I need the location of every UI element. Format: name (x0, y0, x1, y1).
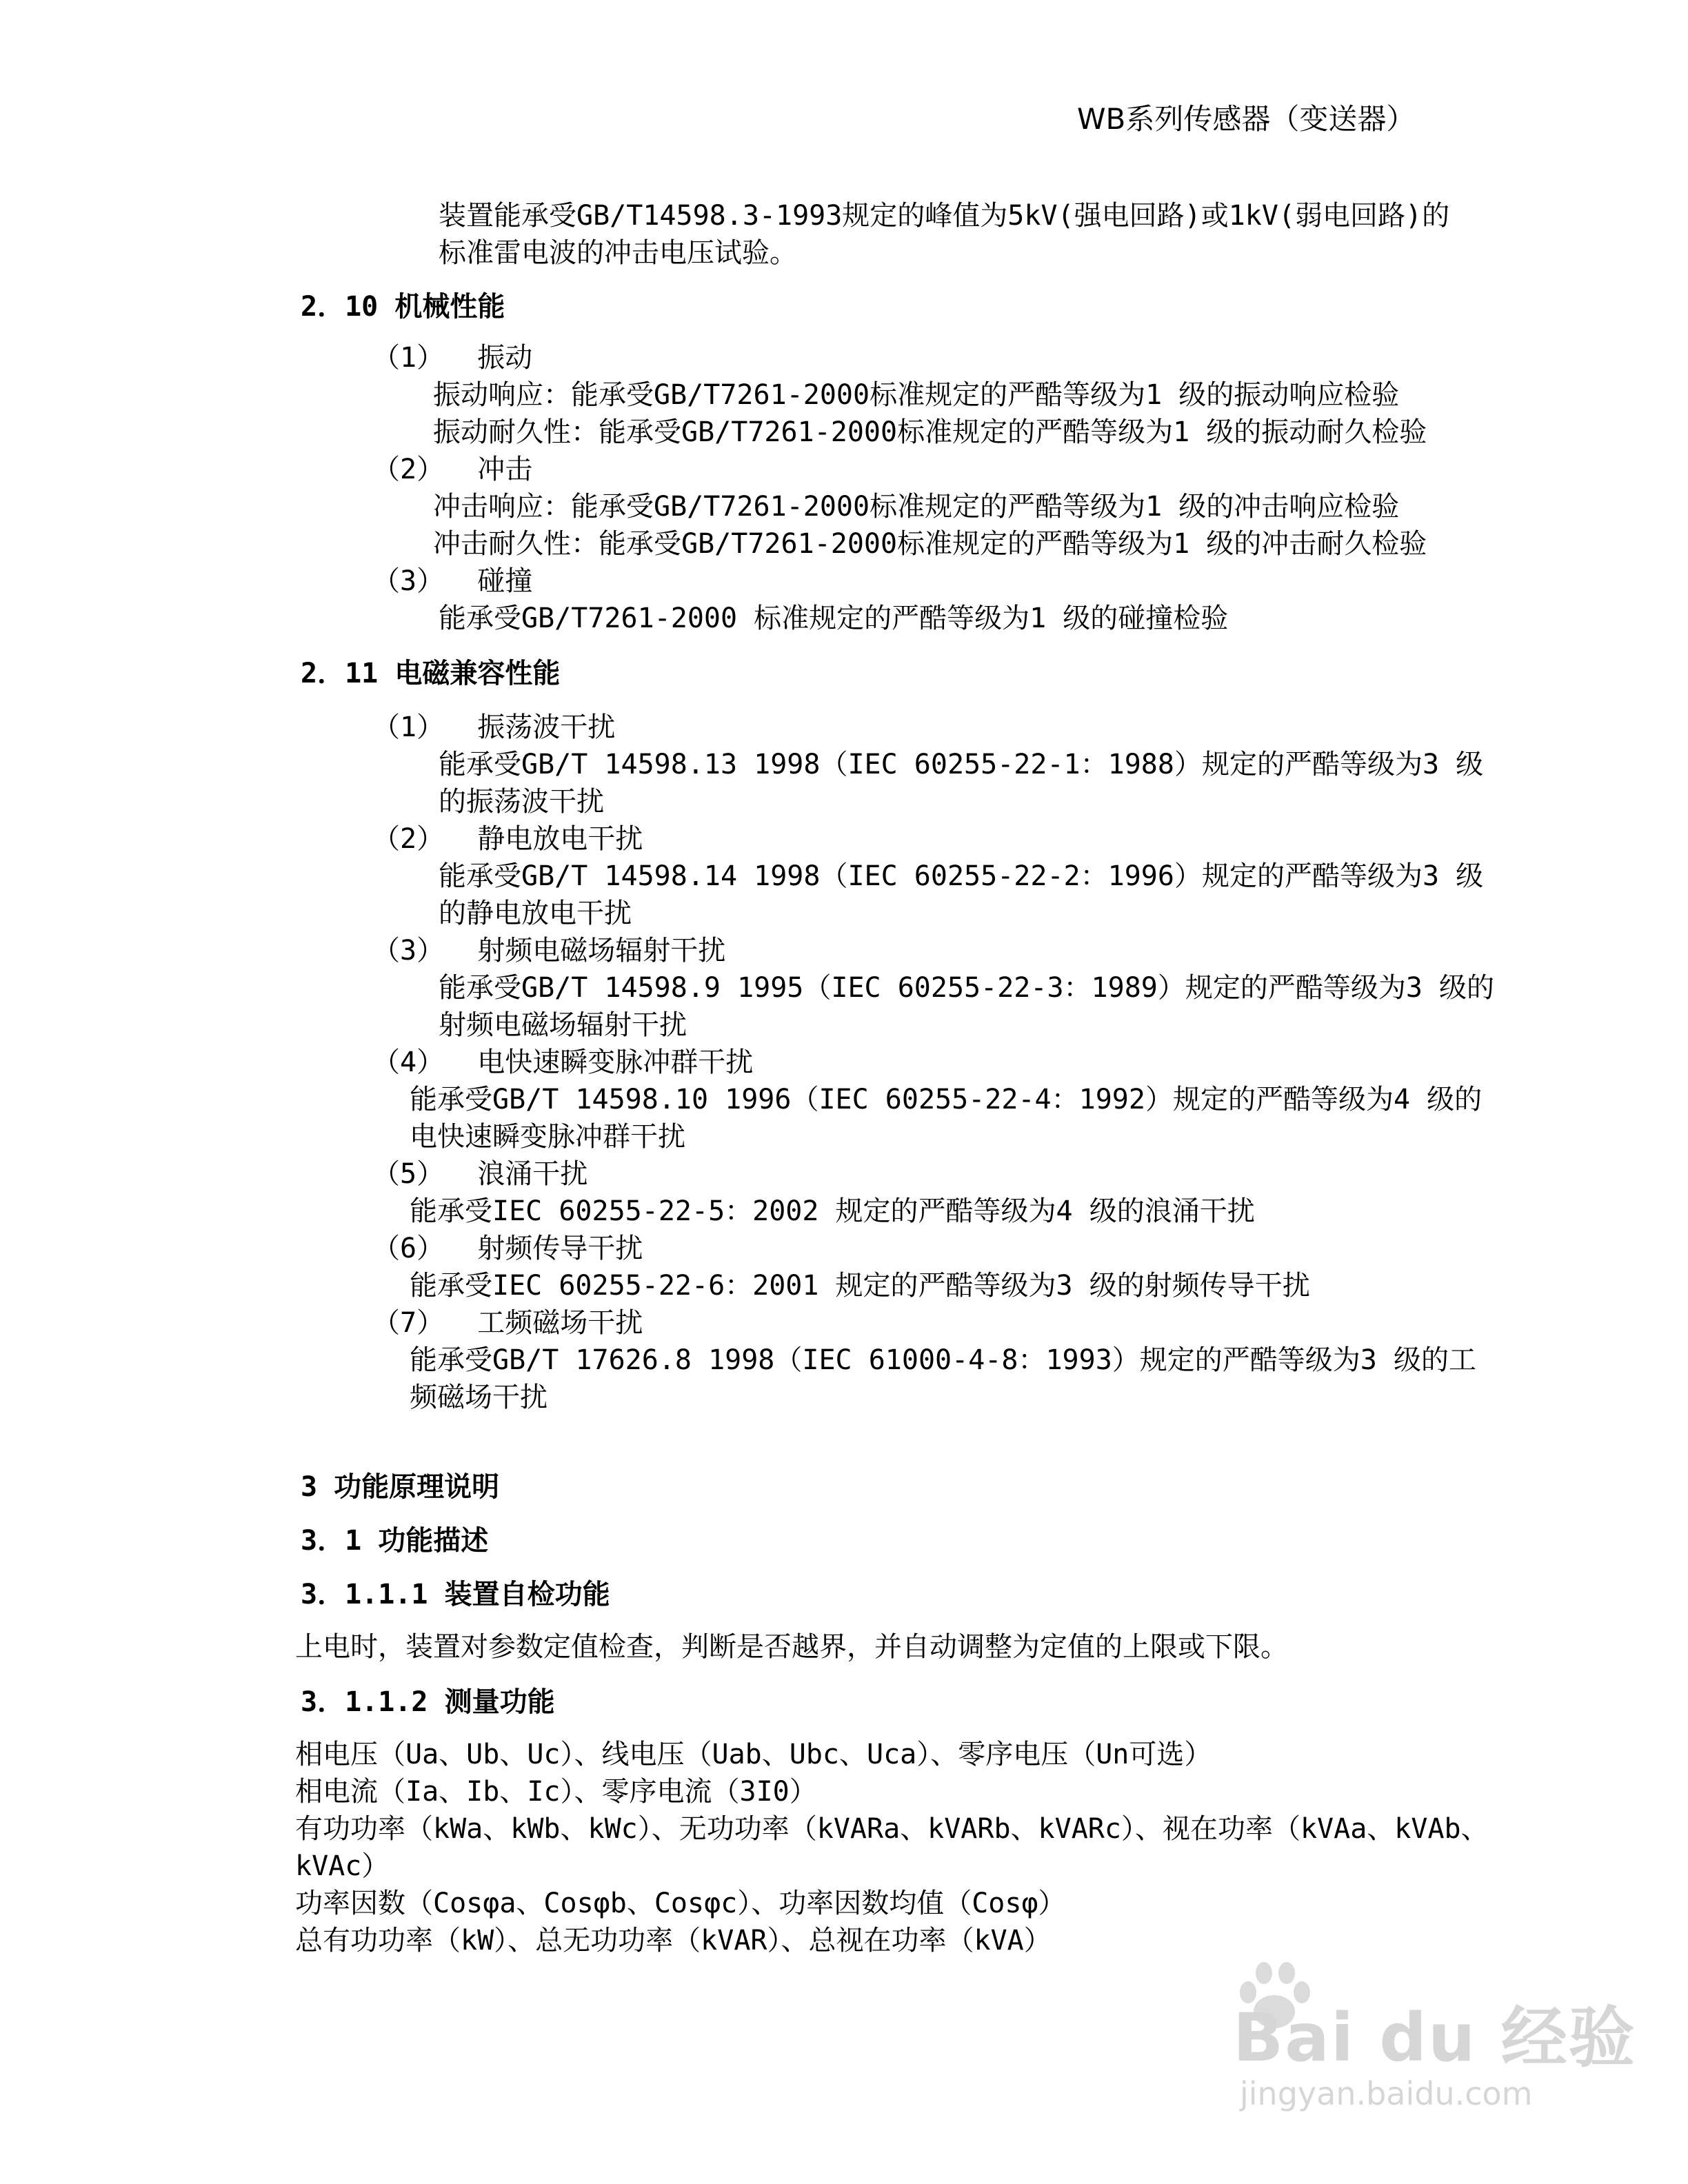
watermark-logo-text: Bai du 经验 (1233, 1999, 1636, 2076)
s211-line-13: （5） 浪涌干扰 (372, 1158, 588, 1190)
s210-line-8: 能承受GB/T7261-2000 标准规定的严酷等级为1 级的碰撞检验 (439, 603, 1229, 634)
s210-line-1: （1） 振动 (372, 342, 533, 374)
self-check-description: 上电时，装置对参数定值检查，判断是否越界，并自动调整为定值的上限或下限。 (295, 1631, 1288, 1663)
s211-line-14: 能承受IEC 60255-22-5：2002 规定的严酷等级为4 级的浪涌干扰 (410, 1195, 1255, 1227)
section-2-11-heading: 2．11 电磁兼容性能 (301, 658, 561, 689)
measure-line-1: 相电压（Ua、Ub、Uc）、线电压（Uab、Ubc、Uca）、零序电压（Un可选） (295, 1739, 1212, 1770)
s210-line-4: （2） 冲击 (372, 454, 533, 485)
s211-line-18: 能承受GB/T 17626.8 1998（IEC 61000-4-8：1993）规定的严酷等级为3 级的工 (410, 1344, 1476, 1376)
measure-line-6: 总有功功率（kW）、总无功功率（kVAR）、总视在功率（kVA） (295, 1925, 1052, 1957)
s211-line-12: 电快速瞬变脉冲群干扰 (410, 1121, 685, 1153)
s211-line-10: （4） 电快速瞬变脉冲群干扰 (372, 1046, 754, 1078)
s211-line-6: 的静电放电干扰 (439, 898, 632, 929)
intro-line-2: 标准雷电波的冲击电压试验。 (439, 237, 797, 269)
document-header-title: WB系列传感器（变送器） (1077, 102, 1416, 136)
section-2-10-heading: 2．10 机械性能 (301, 291, 505, 323)
s211-line-1: （1） 振荡波干扰 (372, 711, 616, 743)
measure-line-4: kVAc） (295, 1850, 390, 1882)
watermark-url: jingyan.baidu.com (1240, 2075, 1533, 2112)
s211-line-16: 能承受IEC 60255-22-6：2001 规定的严酷等级为3 级的射频传导干扰 (410, 1270, 1310, 1302)
s210-line-3: 振动耐久性：能承受GB/T7261-2000标准规定的严酷等级为1 级的振动耐久检验 (433, 416, 1427, 448)
s211-line-19: 频磁场干扰 (410, 1382, 547, 1413)
s211-line-17: （7） 工频磁场干扰 (372, 1307, 643, 1339)
section-3-1-1-2-heading: 3．1.1.2 测量功能 (301, 1686, 555, 1718)
s210-line-6: 冲击耐久性：能承受GB/T7261-2000标准规定的严酷等级为1 级的冲击耐久检验 (433, 528, 1427, 560)
measure-line-2: 相电流（Ia、Ib、Ic）、零序电流（3I0） (295, 1776, 817, 1808)
section-3-1-1-1-heading: 3．1.1.1 装置自检功能 (301, 1579, 610, 1610)
s211-line-7: （3） 射频电磁场辐射干扰 (372, 935, 726, 967)
s210-line-5: 冲击响应：能承受GB/T7261-2000标准规定的严酷等级为1 级的冲击响应检验 (433, 491, 1400, 523)
s211-line-5: 能承受GB/T 14598.14 1998（IEC 60255-22-2：1996）规定的严酷等级为3 级 (439, 860, 1484, 892)
intro-line-1: 装置能承受GB/T14598.3-1993规定的峰值为5kV(强电回路)或1kV(弱电回路)的 (439, 200, 1450, 232)
s211-line-15: （6） 射频传导干扰 (372, 1233, 643, 1264)
section-3-1-heading: 3．1 功能描述 (301, 1525, 489, 1557)
s211-line-2: 能承受GB/T 14598.13 1998（IEC 60255-22-1：1988）规定的严酷等级为3 级 (439, 749, 1484, 780)
measure-line-3: 有功功率（kWa、kWb、kWc）、无功功率（kVARa、kVARb、kVARc）、视在功率（kVAa、kVAb、 (295, 1813, 1489, 1845)
s211-line-3: 的振荡波干扰 (439, 786, 604, 818)
section-3-heading: 3 功能原理说明 (301, 1471, 500, 1503)
s210-line-2: 振动响应：能承受GB/T7261-2000标准规定的严酷等级为1 级的振动响应检验 (433, 379, 1400, 411)
baidu-watermark (1233, 1958, 1636, 2137)
s211-line-11: 能承受GB/T 14598.10 1996（IEC 60255-22-4：1992）规定的严酷等级为4 级的 (410, 1084, 1483, 1115)
s211-line-4: （2） 静电放电干扰 (372, 823, 643, 855)
s211-line-9: 射频电磁场辐射干扰 (439, 1009, 687, 1041)
s210-line-7: （3） 碰撞 (372, 565, 533, 597)
s211-line-8: 能承受GB/T 14598.9 1995（IEC 60255-22-3：1989）规定的严酷等级为3 级的 (439, 972, 1495, 1004)
measure-line-5: 功率因数（Cosφa、Cosφb、Cosφc）、功率因数均值（Cosφ） (295, 1888, 1066, 1919)
